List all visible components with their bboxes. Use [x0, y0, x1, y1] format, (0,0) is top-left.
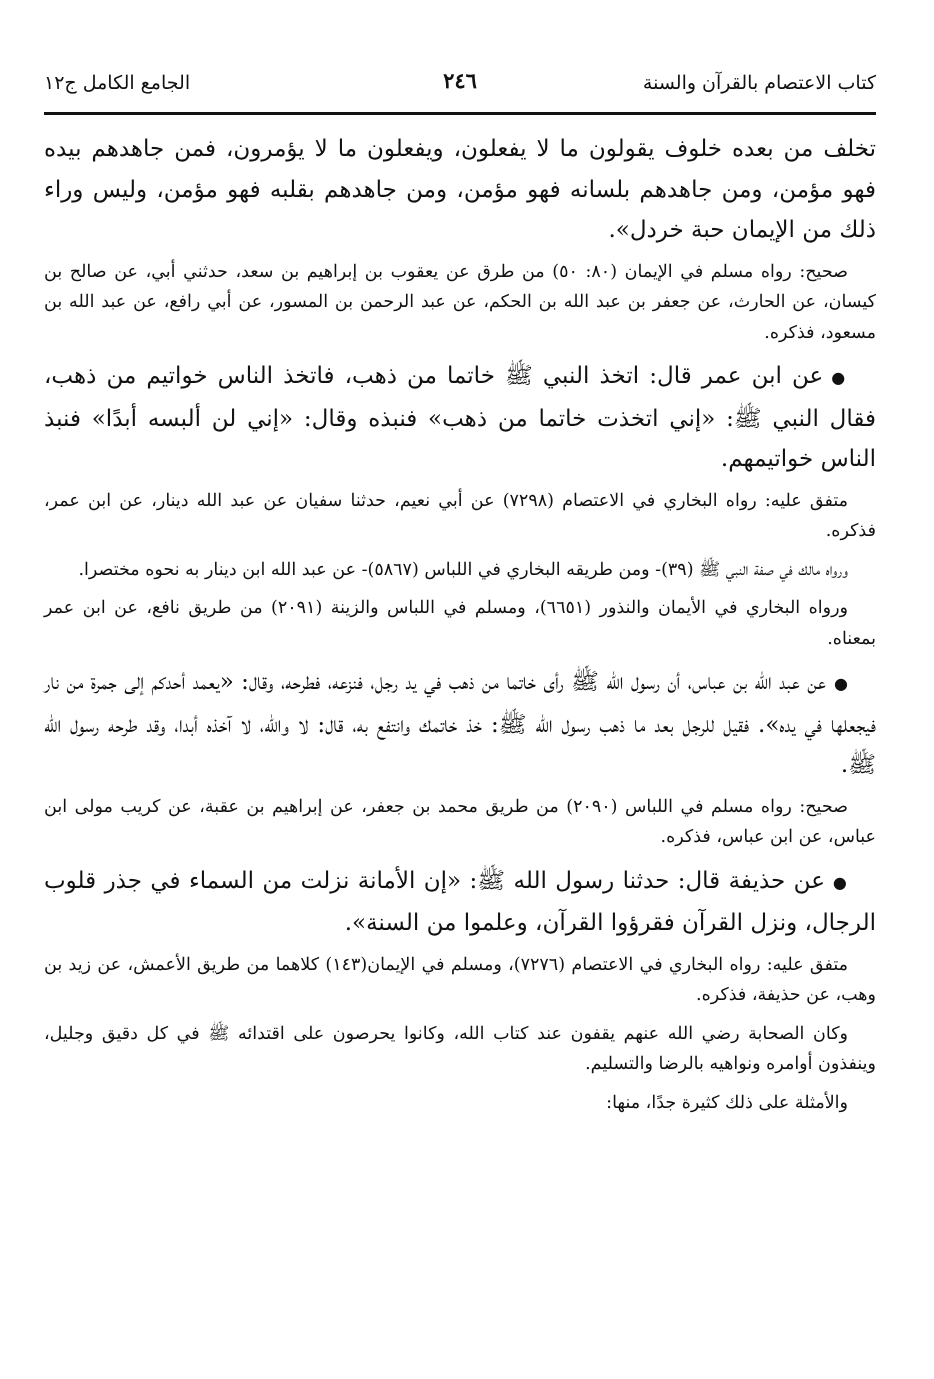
hadith-entry: [44, 356, 876, 480]
takhrij-note: صحيح: رواه مسلم في الإيمان (٨٠: ٥٠) من طرق عن يعقوب بن إبراهيم بن سعد، حدثني أبي، عن صالح بن كيسان، عن الحارث، عن جعفر بن عبد الله بن الحكم، عن عبد الرحمن بن المسور، عن أبي رافع، عن عبد الله بن مسعود، فذكره.: [44, 261, 876, 343]
commentary-paragraph: وكان الصحابة رضي الله عنهم يقفون عند كتاب الله، وكانوا يحرصون على اقتدائه ﷺ في كل دقيق وجليل، وينفذون أوامره ونواهيه بالرضا والتسليم.: [44, 1023, 876, 1074]
hadith-text: عن عبد الله بن عباس، أن رسول الله ﷺ رأى خاتما من ذهب في يد رجل، فنزعه، فطرحه، وقال: «يعمد أحدكم إلى جمرة من نار فيجعلها في يده». فقيل للرجل بعد ما ذهب رسول الله ﷺ: خذ خاتمك وانتفع به، قال: لا والله، لا آخذه أبدا، وقد طرحه رسول الله ﷺ.: [44, 669, 876, 778]
hadith-text: عن حذيفة قال: حدثنا رسول الله ﷺ: «إن الأمانة نزلت من السماء في جذر قلوب الرجال، ونزل القرآن فقرؤوا القرآن، وعلموا من السنة».: [44, 867, 876, 936]
takhrij-note: صحيح: رواه مسلم في اللباس (٢٠٩٠) من طريق محمد بن جعفر، عن إبراهيم بن عقبة، عن كريب مولى ابن عباس، عن ابن عباس، فذكره.: [44, 796, 876, 847]
bullet-icon: ●: [831, 368, 848, 387]
takhrij-note: متفق عليه: رواه البخاري في الاعتصام (٧٢٩٨) عن أبي نعيم، حدثنا سفيان عن عبد الله دينار، عن ابن عمر، فذكره.: [44, 490, 876, 541]
hadith-entry: [44, 662, 876, 786]
hadith-text: عن ابن عمر قال: اتخذ النبي ﷺ خاتما من ذهب، فاتخذ الناس خواتيم من ذهب، فقال النبي ﷺ: «إني اتخذت خاتما من ذهب» فنبذه وقال: «إني لن ألبسه أبدًا» فنبذ الناس خواتيمهم.: [44, 363, 876, 472]
page-body: [44, 129, 876, 1118]
header-rule: [44, 112, 876, 115]
section-title: كتاب الاعتصام بالقرآن والسنة: [642, 72, 876, 94]
running-header: [44, 66, 876, 112]
hadith-entry: [44, 861, 876, 944]
takhrij-note: متفق عليه: رواه البخاري في الاعتصام (٧٢٧٦)، ومسلم في الإيمان(١٤٣) كلاهما من طريق الأعمش، عن زيد بن وهب، عن حذيفة، فذكره.: [44, 954, 876, 1005]
book-title: الجامع الكامل ج١٢: [44, 72, 191, 94]
bullet-icon: ●: [832, 872, 848, 892]
takhrij-note: ورواه مالك في صفة النبي ﷺ (٣٩)- ومن طريقه البخاري في اللباس (٥٨٦٧)- عن عبد الله ابن دينار به نحوه مختصرا.: [78, 559, 848, 580]
hadith-continuation: تخلف من بعده خلوف يقولون ما لا يفعلون، ويفعلون ما لا يؤمرون، فمن جاهدهم بيده فهو مؤمن، ومن جاهدهم بلسانه فهو مؤمن، ومن جاهدهم بقلبه فهو مؤمن، وليس وراء ذلك من الإيمان حبة خردل».: [44, 136, 876, 243]
takhrij-note: ورواه البخاري في الأيمان والنذور (٦٦٥١)، ومسلم في اللباس والزينة (٢٠٩١) من طريق نافع، عن ابن عمر بمعناه.: [44, 598, 876, 649]
page-number: ٢٤٦: [443, 68, 477, 93]
bullet-icon: ●: [833, 674, 848, 693]
commentary-paragraph: والأمثلة على ذلك كثيرة جدًا، منها:: [606, 1092, 848, 1113]
